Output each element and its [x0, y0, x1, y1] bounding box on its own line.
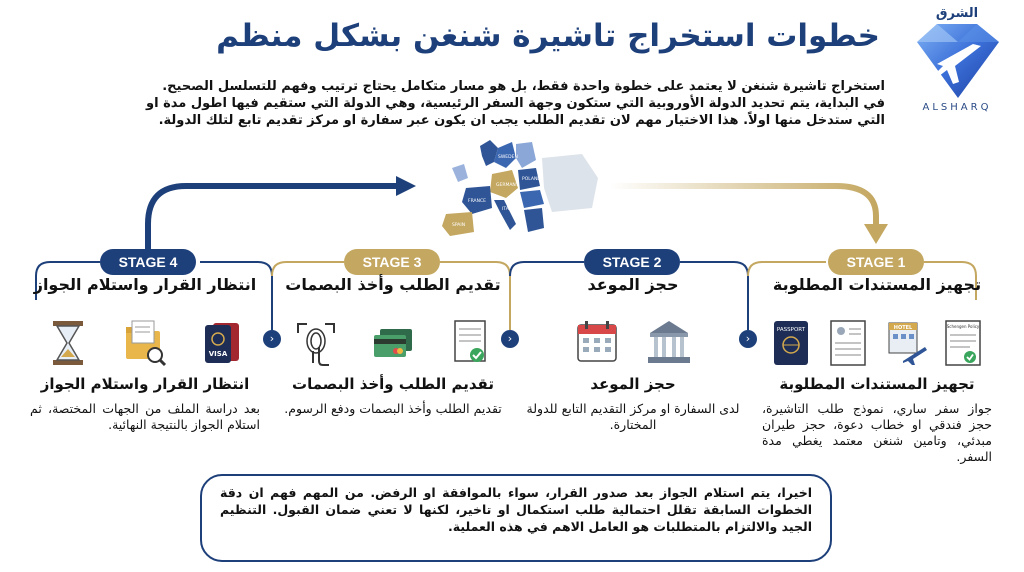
- gold-arrow-head: [864, 224, 888, 244]
- passport-icon: [768, 317, 814, 369]
- stage3-heading: تقديم الطلب وأخذ البصمات: [285, 275, 501, 294]
- intro-paragraph: استخراج تاشيرة شنغن لا يعتمد على خطوة واحدة فقط، بل هو مسار متكامل يحتاج ترتيب وفهم للتسلسل الصحيح. في البداية، يتم تحديد الدولة الأوروبية التي ستكون وجهة السفر الرئيسية، وهي الدولة التي ستقيم فيها اطول مدة او التي ستدخل منها اولاً. هذا الاختيار مهم لان تقديم الطلب يجب ان يكون عبر سفارة او مركز تقديم تابع لتلك الدولة.: [146, 79, 885, 128]
- stage2-heading: حجز الموعد: [587, 275, 679, 294]
- navy-arrow-head: [396, 176, 416, 196]
- logo-latin-text: ALSHARQ: [922, 102, 992, 113]
- chevron-right-icon: ›: [739, 330, 757, 348]
- stage3-description: تقديم الطلب وأخذ البصمات ودفع الرسوم.: [284, 401, 502, 416]
- map-label-italy: ITALY: [502, 207, 514, 212]
- hourglass-icon: [45, 317, 91, 369]
- map-label-poland: POLAND: [522, 177, 541, 182]
- map-label-germany: GERMANY: [496, 183, 519, 188]
- stage2-subheading: حجز الموعد: [590, 375, 676, 393]
- map-label-sweden: SWEDEN: [498, 155, 518, 160]
- page-title: خطوات استخراج تاشيرة شنغن بشكل منظم: [216, 18, 880, 54]
- stage2-icons: [518, 315, 748, 371]
- visa-text: VISA: [208, 350, 227, 358]
- hotel-text: HOTEL: [893, 325, 912, 331]
- policy-text: Schengen Policy: [946, 324, 980, 329]
- stage2-description: لدى السفارة او مركز التقديم التابع للدولة المختارة.: [526, 401, 740, 432]
- approved-document-icon: [447, 317, 493, 369]
- application-form-icon: [825, 317, 871, 369]
- stage1-icons: [762, 315, 992, 371]
- stage3-bracket-left: [272, 262, 344, 276]
- map-label-france: FRANCE: [468, 199, 486, 204]
- stage1-panel: [762, 275, 992, 464]
- stage3-panel: [278, 275, 508, 416]
- stage4-icons: [30, 315, 260, 371]
- payment-card-icon: [370, 317, 416, 369]
- folder-review-icon: [122, 317, 168, 369]
- stage4-panel: [30, 275, 260, 432]
- europe-map: [432, 138, 602, 246]
- calendar-icon: [574, 317, 620, 369]
- navy-flow-arrow: [148, 186, 398, 250]
- map-label-spain: SPAIN: [452, 223, 466, 228]
- stage3-subheading: تقديم الطلب وأخذ البصمات: [292, 375, 494, 393]
- stage3-icons: [278, 315, 508, 371]
- stage2-bracket-left: [510, 262, 584, 276]
- alsharq-logo: [903, 6, 1013, 116]
- chevron-right-icon: ›: [263, 330, 281, 348]
- stage1-subheading: تجهيز المستندات المطلوبة: [779, 375, 975, 393]
- insurance-policy-icon: [940, 317, 986, 369]
- logo-diamond-plane-icon: [903, 6, 1011, 116]
- embassy-building-icon: [646, 317, 692, 369]
- stage1-badge: STAGE 1: [828, 249, 924, 275]
- logo-arabic-text: الشرق: [935, 6, 979, 21]
- chevron-right-icon: ›: [501, 330, 519, 348]
- passport-text: PASSPORT: [776, 327, 805, 333]
- fingerprint-icon: [293, 317, 339, 369]
- conclusion-note: اخيرا، يتم استلام الجواز بعد صدور القرار، سواء بالموافقة او الرفض. من المهم فهم ان دقة الخطوات السابقة تقلل احتمالية طلب استكمال او تاخير، لكنها لا تعني ضمان القبول. التنظيم الجيد والالتزام بالمتطلبات هو العامل الاهم في هذه العملية.: [200, 474, 832, 562]
- stage1-bracket-left: [748, 262, 826, 276]
- stage4-badge: STAGE 4: [100, 249, 196, 275]
- hotel-flight-icon: [883, 317, 929, 369]
- stage4-description: بعد دراسة الملف من الجهات المختصة، ثم استلام الجواز بالنتيجة النهائية.: [30, 401, 260, 432]
- stage2-badge: STAGE 2: [584, 249, 680, 275]
- stage1-heading: تجهيز المستندات المطلوبة: [772, 275, 982, 294]
- stage3-badge: STAGE 3: [344, 249, 440, 275]
- stage4-subheading: انتظار القرار واستلام الجواز: [40, 375, 250, 393]
- visa-passport-icon: [199, 317, 245, 369]
- stage4-heading: انتظار القرار واستلام الجواز: [33, 275, 257, 294]
- stage1-description: جواز سفر ساري، نموذج طلب التاشيرة، حجز فندقي او خطاب دعوة، حجز طيران مبدئي، وتامين شنغن معتمد يغطي مدة السفر.: [762, 401, 992, 464]
- gold-flow-arrow: [610, 186, 876, 228]
- stage2-panel: [518, 275, 748, 432]
